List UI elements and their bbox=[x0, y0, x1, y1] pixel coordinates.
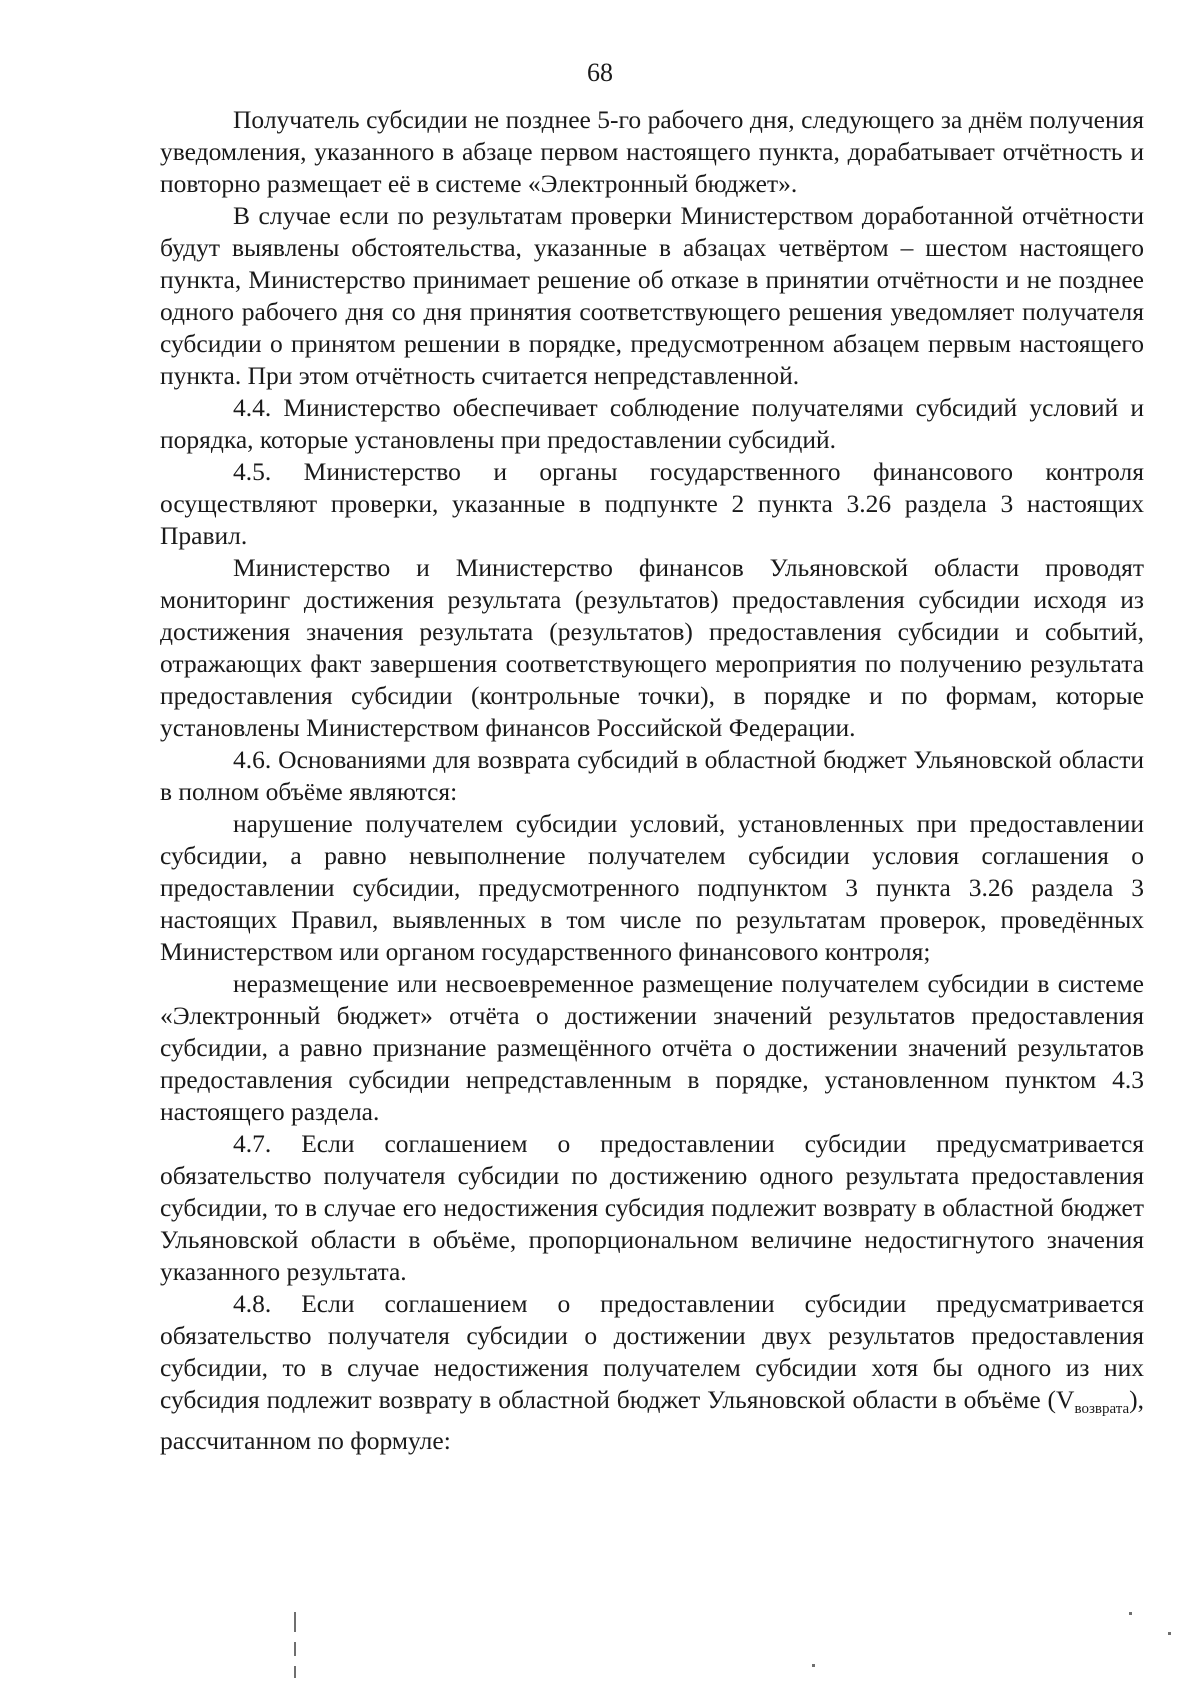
paragraph-4-8-text: 4.8. Если соглашением о предоставлении субсидии предусматривается обязательство получателя субсидии о достижении двух результатов предоставления субсидии, то в случае недостижения получателем субсидии хотя бы одного из них субсидия подлежит возврату в областной бюджет Ульяновской области в объёме (V bbox=[160, 1289, 1144, 1414]
paragraph-monitoring: Министерство и Министерство финансов Ульяновской области проводят мониторинг достижения результата (результатов) предоставления субсидии исходя из достижения значения результата (результатов) предоставления субсидии и событий, отражающих факт завершения соответствующего мероприятия по получению результата предоставления субсидии (контрольные точки), в порядке и по формам, которые установлены Министерством финансов Российской Федерации. bbox=[160, 553, 1144, 742]
paragraph-4-7: 4.7. Если соглашением о предоставлении субсидии предусматривается обязательство получателя субсидии по достижению одного результата предоставления субсидии, то в случае его недостижения субсидия подлежит возврату в областной бюджет Ульяновской области в объёме, пропорциональном величине недостигнутого значения указанного результата. bbox=[160, 1129, 1144, 1286]
volume-subscript: возврата bbox=[1074, 1401, 1130, 1417]
document-body bbox=[160, 104, 1144, 1457]
paragraph-4-5: 4.5. Министерство и органы государственного финансового контроля осуществляют проверки, указанные в подпункте 2 пункта 3.26 раздела 3 настоящих Правил. bbox=[160, 457, 1144, 550]
paragraph-4-6: 4.6. Основаниями для возврата субсидий в областной бюджет Ульяновской области в полном объёме являются: bbox=[160, 745, 1144, 806]
paragraph-4-8-ending: ), рассчитанном по формуле: bbox=[160, 1385, 1144, 1455]
paragraph-violation: нарушение получателем субсидии условий, установленных при предоставлении субсидии, а равно невыполнение получателем субсидии условия соглашения о предоставлении субсидии, предусмотренного подпунктом 3 пункта 3.26 раздела 3 настоящих Правил, выявленных в том числе по результатам проверок, проведённых Министерством или органом государственного финансового контроля; bbox=[160, 809, 1144, 966]
paragraph-report-revision: Получатель субсидии не позднее 5-го рабочего дня, следующего за днём получения уведомления, указанного в абзаце первом настоящего пункта, дорабатывает отчётность и повторно размещает её в системе «Электронный бюджет». bbox=[160, 105, 1144, 198]
paragraph-4-8 bbox=[160, 1288, 1144, 1457]
scan-mark bbox=[812, 1664, 815, 1667]
scan-mark bbox=[294, 1612, 296, 1632]
paragraph-4-4: 4.4. Министерство обеспечивает соблюдение получателями субсидий условий и порядка, которые установлены при предоставлении субсидий. bbox=[160, 393, 1144, 454]
page-number: 68 bbox=[587, 58, 613, 87]
paragraph-report-refusal: В случае если по результатам проверки Министерством доработанной отчётности будут выявлены обстоятельства, указанные в абзацах четвёртом – шестом настоящего пункта, Министерство принимает решение об отказе в принятии отчётности и не позднее одного рабочего дня со дня принятия соответствующего решения уведомляет получателя субсидии о принятом решении в порядке, предусмотренном абзацем первым настоящего пункта. При этом отчётность считается непредставленной. bbox=[160, 201, 1144, 390]
scan-mark bbox=[1168, 1632, 1171, 1635]
paragraph-non-placement: неразмещение или несвоевременное размещение получателем субсидии в системе «Электронный бюджет» отчёта о достижении значений результатов предоставления субсидии, а равно признание размещённого отчёта о достижении значений результатов предоставления субсидии непредставленным в порядке, установленном пунктом 4.3 настоящего раздела. bbox=[160, 969, 1144, 1126]
scan-mark bbox=[294, 1666, 296, 1678]
scan-mark bbox=[1129, 1612, 1132, 1615]
scan-mark bbox=[294, 1642, 296, 1656]
